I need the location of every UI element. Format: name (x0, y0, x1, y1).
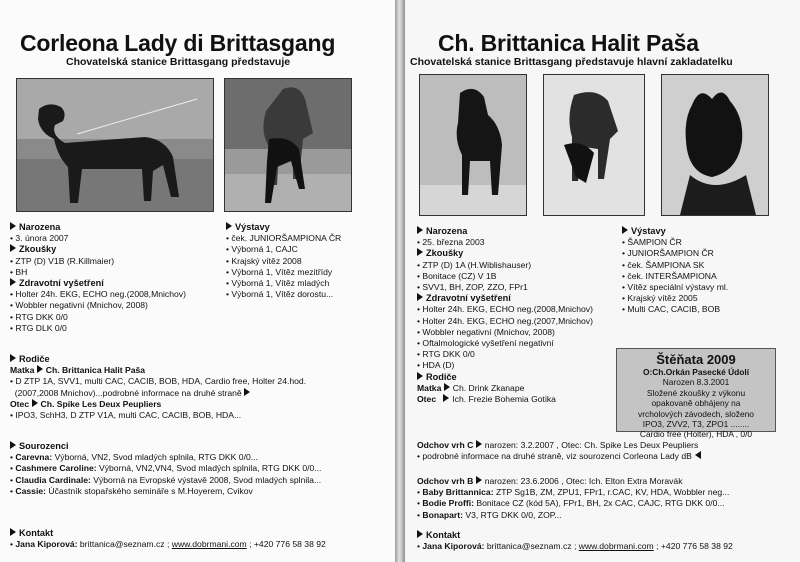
puppies-line: vrcholových závodech, složeno (638, 408, 754, 419)
exam-item: Bonitace (CZ) V 1B (422, 270, 497, 281)
dog-photo-standing (16, 78, 214, 212)
puppies-line: Cardio free (Holter), HDA , 0/0 (639, 429, 753, 440)
puppies-line: Složené zkoušky z výkonu (646, 387, 746, 398)
sibling-name: Cashmere Caroline: (15, 463, 97, 474)
sibling-name: Claudia Cardinale: (15, 474, 91, 485)
health-item: Holter 24h. EKG, ECHO neg.(2007,Mnichov) (422, 315, 593, 326)
litter-c-note: podrobné informace na druhé straně, viz sourozenci Corleona Lady dB (422, 451, 692, 462)
father-label: Otec (417, 394, 437, 405)
health-item: Wobbler negativní (Mnichov, 2008) (15, 300, 148, 311)
show-item: Multi CAC, CACIB, BOB (627, 304, 721, 315)
page-subtitle: Chovatelská stanice Brittasgang představuje (66, 56, 291, 68)
exam-item: SVV1, BH, ZOP, ZZO, FPr1 (422, 282, 528, 293)
health-item: RTG DKK 0/0 (422, 349, 475, 360)
contact-phone: +420 776 58 38 92 (660, 541, 733, 552)
sibling-info: Výborná na Evropské výstavě 2008, Svod mladých splnila... (93, 474, 322, 485)
health-item: Holter 24h. EKG, ECHO neg.(2008,Mnichov) (15, 289, 186, 300)
mother-name: Ch. Brittanica Halit Paša (45, 365, 146, 376)
separator: ; (249, 539, 252, 550)
contact-heading: Kontakt (19, 528, 54, 538)
separator: ; (656, 541, 659, 552)
show-item: Krajský vítěz 2008 (231, 255, 302, 266)
exam-item: ZTP (D) 1A (H.Wiblishauser) (422, 259, 532, 270)
litter-dog-info: V3, RTG DKK 0/0, ZOP... (465, 509, 562, 520)
dog-photo-head (661, 74, 769, 216)
sibling-name: Carevna: (15, 452, 53, 463)
exam-item: ZTP (D) V1B (R.Killmaier) (15, 255, 115, 266)
shows-heading: Výstavy (631, 226, 666, 236)
mother-name: Ch. Drink Zkanape (452, 382, 525, 393)
show-item: ček. JUNIORŠAMPIONA ČR (231, 233, 342, 244)
sibling-name: Cassie: (15, 485, 46, 496)
health-item: RTG DLK 0/0 (15, 322, 67, 333)
born-heading: Narozena (19, 222, 61, 232)
litter-c-section: Odchov vrh C narozen: 3.2.2007 , Otec: Ch. Spike Les Deux Peupliers • podrobné informace na druhé straně, viz sourozenci Corleona Lady dB (417, 440, 701, 462)
mother-info: D ZTP 1A, SVV1, multi CAC, CACIB, BOB, HDA, Cardio free, Holter 24.hod. (15, 376, 307, 387)
page-subtitle: Chovatelská stanice Brittasgang představuje hlavní zakladatelku (410, 56, 733, 68)
puppies-box (616, 348, 776, 440)
show-item: Výborná 1, Vítěz mladých (231, 278, 330, 289)
health-item: Holter 24h. EKG, ECHO neg.(2008,Mnichov) (422, 304, 593, 315)
shows-section: Výstavy • ček. JUNIORŠAMPIONA ČR • Výborná 1, CAJC • Krajský vítěz 2008 • Výborná 1, Vítěz mezitřídy • Výborná 1, Vítěz mladých • Výborná 1, Vítěz dorostu... (226, 222, 342, 300)
dog-photo-portrait (419, 74, 527, 216)
contact-web-link[interactable]: www.dobrmani.com (171, 539, 247, 550)
contact-name: Jana Kiporová: (422, 541, 485, 552)
shows-section: Výstavy • ŠAMPION ČR • JUNIORŠAMPION ČR • ček. ŠAMPIONA SK • ček. INTERŠAMPIONA • Vítěz speciální výstavy ml. • Krajský vítěz 2005 • Multi CAC, CACIB, BOB (622, 226, 729, 315)
dog-photo-bitework (224, 78, 352, 212)
mother-label: Matka (10, 365, 35, 376)
litter-dog-name: Bodie Proffi: (422, 498, 474, 509)
litter-b-section: Odchov vrh B narozen: 23.6.2006 , Otec: Ich. Elton Extra Moravák • Baby Brittannica: ZTP Sg1B, ZM, ZPU1, FPr1, r.CAC, KV, HDA, Wobbler neg... • Bodie Proffi: Bonitace CZ (kód 5A), FPr1, BH, 2x CAC, CAJC, RTG DKK 0/0... • Bonapart: V3, RTG DKK 0/0, ZOP... (417, 476, 730, 520)
health-item: Wobbler negativní (Mnichov, 2008) (422, 326, 555, 337)
litter-dog-info: Bonitace CZ (kód 5A), FPr1, BH, 2x CAC, CAJC, RTG DKK 0/0... (476, 498, 725, 509)
show-item: Vítěz speciální výstavy ml. (627, 282, 729, 293)
contact-heading: Kontakt (426, 530, 461, 540)
contact-web-link[interactable]: www.dobrmani.com (578, 541, 654, 552)
born-date: 3. února 2007 (15, 233, 69, 244)
father-label: Otec (10, 398, 30, 409)
mother-info: (2007,2008 Mnichov)...podrobné informace na druhé straně (14, 387, 242, 398)
contact-email[interactable]: brittanica@seznam.cz (486, 541, 572, 552)
puppies-title: Štěňata 2009 (656, 352, 736, 367)
show-item: ŠAMPION ČR (627, 237, 682, 248)
dog-photo-jump (543, 74, 645, 216)
contact-section: Kontakt • Jana Kiporová: brittanica@seznam.cz ; www.dobrmani.com ; +420 776 58 38 92 (417, 530, 733, 552)
born-date: 25. března 2003 (422, 237, 485, 248)
show-item: Výborná 1, CAJC (231, 244, 298, 255)
page-title: Corleona Lady di Brittasgang (20, 30, 336, 56)
litter-dog-info: ZTP Sg1B, ZM, ZPU1, FPr1, r.CAC, KV, HDA, Wobbler neg... (495, 487, 730, 498)
show-item: ček. ŠAMPIONA SK (627, 259, 705, 270)
exams-heading: Zkoušky (426, 248, 464, 259)
show-item: Výborná 1, Vítěz mezitřídy (231, 266, 333, 277)
litter-c-info: narozen: 3.2.2007 , Otec: Ch. Spike Les Deux Peupliers (484, 440, 699, 450)
litter-dog-name: Baby Brittannica: (422, 487, 494, 498)
health-item: RTG DKK 0/0 (15, 311, 68, 322)
exam-item: BH (15, 266, 28, 277)
puppies-line: opakovaně obhájeny na (651, 398, 741, 409)
litter-c-label: Odchov vrh C (417, 440, 474, 450)
shows-heading: Výstavy (235, 222, 270, 232)
contact-phone: +420 776 58 38 92 (253, 539, 326, 550)
puppies-sire: O:Ch.Orkán Pasecké Údolí (642, 367, 750, 377)
puppies-line: Narozen 8.3.2001 (662, 377, 730, 388)
mother-label: Matka (417, 382, 442, 393)
separator: ; (166, 539, 170, 550)
sibling-info: Účastník stopařského semináře s M.Hoyerem, Cvikov (48, 485, 253, 496)
page-title: Ch. Brittanica Halit Paša (438, 30, 699, 56)
health-item: HDA (D) (422, 360, 455, 371)
father-info: IPO3, SchH3, D ZTP V1A, multi CAC, CACIB, BOB, HDA... (15, 410, 242, 421)
born-heading: Narozena (426, 226, 468, 236)
show-item: JUNIORŠAMPION ČR (627, 248, 714, 259)
born-section: Narozena • 25. března 2003 Zkoušky • ZTP (D) 1A (H.Wiblishauser) • Bonitace (CZ) V 1B • SVV1, BH, ZOP, ZZO, FPr1 Zdravotní vyšetření • Holter 24h. EKG, ECHO neg.(2008,Mnichov) • Holter 24h. EKG, ECHO neg.(2007,Mnichov) • Wobbler negativní (Mnichov, 2008) • Oftalmologické vyšetření negativní • RTG DKK 0/0 • HDA (D) Rodiče Matka Ch. Drink Zkanape Otec Ich. Frezie Bohemia Gotika (417, 226, 593, 405)
sibling-info: Výborná, VN2, Svod mladých splnila, RTG DKK 0/0... (54, 452, 258, 463)
show-item: ček. INTERŠAMPIONA (627, 270, 717, 281)
born-section: Narozena • 3. února 2007 Zkoušky • ZTP (D) V1B (R.Killmaier) • BH Zdravotní vyšetření • Holter 24h. EKG, ECHO neg.(2008,Mnichov) • Wobbler negativní (Mnichov, 2008) • RTG DKK 0/0 • RTG DLK 0/0 (10, 222, 186, 333)
father-name: Ch. Spike Les Deux Peupliers (40, 398, 162, 409)
page-gutter (395, 0, 405, 562)
parents-heading: Rodiče (426, 371, 457, 382)
puppies-line: IPO3, ZVV2, T3, ZPO1 ........ (642, 419, 750, 430)
show-item: Výborná 1, Vítěz dorostu... (231, 289, 334, 300)
right-page (405, 0, 800, 562)
father-name: Ich. Frezie Bohemia Gotika (452, 394, 556, 405)
health-heading: Zdravotní vyšetření (426, 293, 511, 304)
parents-heading: Rodiče (19, 354, 50, 364)
contact-name: Jana Kiporová: (15, 539, 78, 550)
litter-dog-name: Bonapart: (422, 509, 463, 520)
litter-b-label: Odchov vrh B (417, 476, 474, 486)
show-item: Krajský vítěz 2005 (627, 293, 698, 304)
health-item: Oftalmologické vyšetření negativní (422, 338, 554, 349)
contact-email[interactable]: brittanica@seznam.cz (79, 539, 165, 550)
siblings-section: Sourozenci • Carevna: Výborná, VN2, Svod mladých splnila, RTG DKK 0/0... • Cashmere Caroline: Výborná, VN2,VN4, Svod mladých splnila, RTG DKK 0/0... • Claudia Cardinale: Výborná na Evropské výstavě 2008, Svod mladých splnila... • Cassie: Účastník stopařského semináře s M.Hoyerem, Cvikov (10, 441, 322, 496)
litter-b-info: narozen: 23.6.2006 , Otec: Ich. Elton Extra Moravák (484, 476, 683, 486)
parents-section: Rodiče Matka Ch. Brittanica Halit Paša • D ZTP 1A, SVV1, multi CAC, CACIB, BOB, HDA, Cardio free, Holter 24.hod. (2007,2008 Mnichov)...podrobné informace na druhé straně Otec Ch. Spike Les Deux Peupliers • IPO3, SchH3, D ZTP V1A, multi CAC, CACIB, BOB, HDA... (10, 354, 307, 421)
separator: ; (573, 541, 577, 552)
left-page (0, 0, 395, 562)
sibling-info: Výborná, VN2,VN4, Svod mladých splnila, RTG DKK 0/0... (99, 463, 322, 474)
siblings-heading: Sourozenci (19, 441, 69, 451)
contact-section: Kontakt • Jana Kiporová: brittanica@seznam.cz ; www.dobrmani.com ; +420 776 58 38 92 (10, 528, 326, 550)
exams-heading: Zkoušky (19, 244, 57, 255)
health-heading: Zdravotní vyšetření (19, 278, 104, 289)
